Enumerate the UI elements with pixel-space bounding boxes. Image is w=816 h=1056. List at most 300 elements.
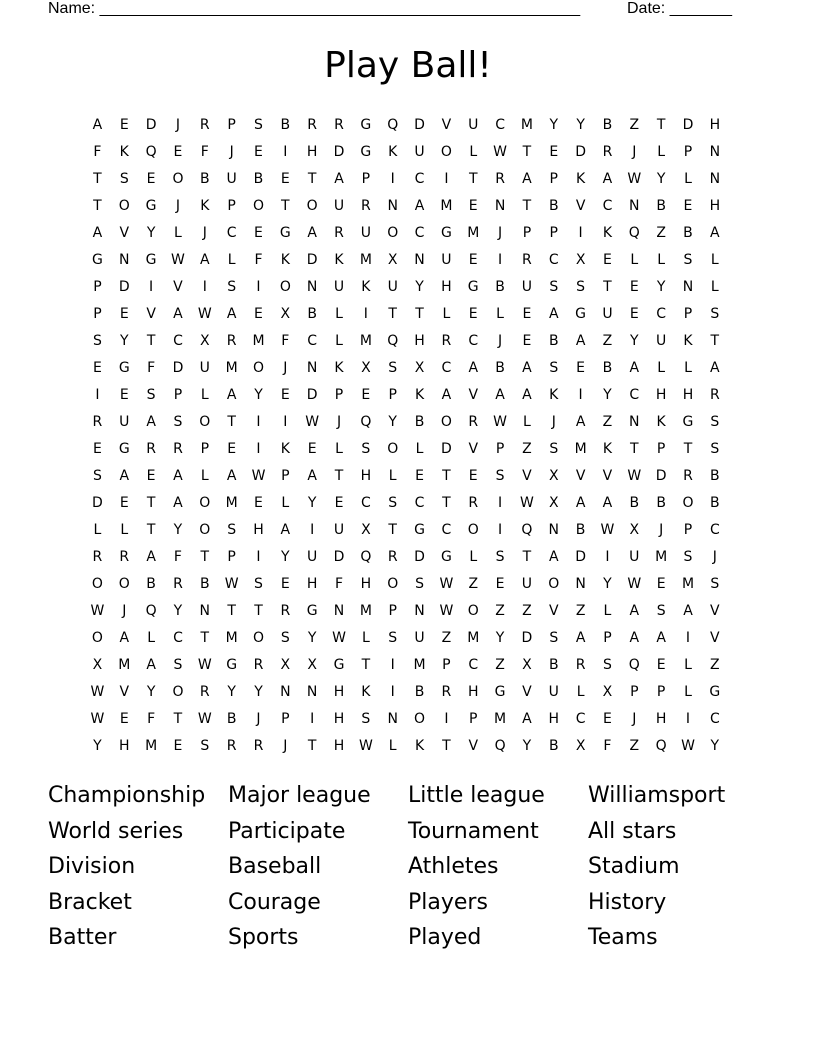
grid-letter: O — [440, 144, 452, 160]
grid-letter: R — [253, 738, 264, 754]
grid-letter: T — [522, 144, 532, 160]
grid-letter: A — [146, 414, 156, 430]
grid-letter: Y — [281, 549, 290, 565]
grid-letter: P — [227, 117, 236, 133]
grid-letter: J — [256, 711, 261, 727]
word-list-item: Little league — [408, 783, 545, 808]
grid-letter: A — [307, 468, 317, 484]
grid-letter: T — [173, 711, 183, 727]
grid-letter: R — [280, 603, 291, 619]
grid-letter: A — [200, 252, 210, 268]
grid-letter: I — [390, 684, 395, 700]
grid-letter: U — [119, 414, 130, 430]
grid-letter: D — [333, 144, 345, 160]
grid-letter: A — [468, 360, 479, 376]
grid-letter: K — [361, 279, 371, 295]
grid-letter: A — [629, 603, 640, 619]
grid-letter: C — [575, 711, 586, 727]
grid-letter: K — [280, 252, 290, 268]
grid-letter: F — [147, 711, 156, 727]
grid-letter: T — [146, 495, 156, 511]
grid-letter: L — [335, 306, 343, 322]
grid-letter: B — [575, 522, 586, 538]
grid-letter: P — [683, 522, 693, 538]
grid-letter: E — [656, 576, 666, 592]
grid-letter: H — [360, 468, 372, 484]
grid-letter: L — [684, 684, 692, 700]
grid-letter: T — [656, 117, 666, 133]
grid-letter: Y — [146, 684, 156, 700]
grid-letter: N — [306, 684, 318, 700]
grid-letter: R — [226, 738, 237, 754]
grid-letter: W — [90, 603, 105, 619]
grid-letter: D — [306, 252, 318, 268]
grid-letter: A — [119, 630, 130, 646]
grid-letter: J — [283, 738, 288, 754]
grid-letter: E — [173, 738, 183, 754]
grid-letter: A — [92, 225, 103, 241]
grid-letter: L — [576, 684, 585, 700]
grid-letter: L — [657, 252, 666, 268]
grid-letter: T — [281, 198, 290, 214]
grid-letter: O — [91, 630, 103, 646]
grid-letter: P — [281, 468, 290, 484]
grid-letter: T — [307, 738, 317, 754]
page-title: Play Ball! — [324, 45, 492, 86]
grid-letter: W — [224, 576, 239, 592]
grid-letter: R — [575, 657, 586, 673]
grid-letter: A — [548, 306, 559, 322]
grid-letter: W — [197, 657, 212, 673]
grid-letter: R — [709, 387, 720, 403]
grid-letter: G — [91, 252, 103, 268]
grid-letter: O — [199, 495, 211, 511]
word-list-item: Tournament — [408, 818, 539, 844]
grid-letter: U — [387, 279, 398, 295]
grid-letter: C — [468, 657, 479, 673]
grid-letter: H — [548, 711, 560, 727]
grid-letter: Q — [655, 738, 667, 754]
grid-letter: K — [602, 225, 613, 241]
grid-letter: U — [521, 279, 533, 295]
grid-letter: Z — [629, 117, 640, 133]
grid-letter: P — [549, 171, 558, 187]
grid-letter: G — [575, 306, 587, 322]
grid-letter: Y — [415, 279, 424, 295]
grid-letter: L — [657, 360, 666, 376]
grid-letter: E — [280, 387, 290, 403]
grid-letter: A — [334, 171, 344, 187]
grid-letter: C — [495, 117, 505, 133]
grid-letter: C — [360, 495, 371, 511]
grid-letter: N — [575, 576, 586, 592]
grid-letter: C — [226, 225, 237, 241]
grid-letter: H — [441, 279, 452, 295]
grid-letter: Y — [388, 414, 397, 430]
grid-letter: R — [468, 495, 479, 511]
grid-letter: X — [414, 360, 425, 376]
grid-letter: G — [333, 657, 345, 673]
word-list-item: Played — [408, 925, 482, 951]
grid-letter: Q — [521, 522, 533, 538]
grid-letter: U — [199, 360, 210, 376]
grid-letter: S — [92, 468, 102, 484]
grid-letter: Z — [629, 738, 640, 754]
grid-letter: K — [388, 144, 398, 160]
grid-letter: A — [280, 522, 291, 538]
grid-letter: T — [254, 603, 263, 619]
grid-letter: Y — [603, 387, 612, 403]
grid-letter: O — [118, 576, 130, 592]
grid-letter: R — [441, 684, 452, 700]
grid-letter: S — [656, 603, 666, 619]
grid-letter: A — [575, 630, 586, 646]
grid-letter: L — [469, 144, 478, 160]
grid-letter: Y — [254, 387, 263, 403]
grid-letter: N — [414, 603, 425, 619]
grid-letter: N — [199, 603, 211, 619]
grid-letter: E — [603, 252, 612, 268]
grid-letter: H — [467, 684, 479, 700]
grid-letter: D — [441, 441, 452, 457]
grid-letter: A — [602, 171, 613, 187]
grid-letter: B — [602, 360, 613, 376]
grid-letter: I — [685, 630, 691, 646]
grid-letter: A — [629, 360, 640, 376]
grid-letter: W — [90, 711, 105, 727]
grid-letter: E — [119, 387, 129, 403]
grid-letter: R — [334, 117, 344, 133]
grid-letter: S — [576, 279, 586, 295]
word-list-item: Baseball — [228, 854, 322, 880]
grid-letter: S — [710, 414, 720, 430]
grid-letter: A — [226, 468, 237, 484]
grid-letter: P — [227, 549, 236, 565]
grid-letter: E — [146, 468, 156, 484]
grid-letter: U — [602, 306, 613, 322]
grid-letter: S — [361, 711, 371, 727]
grid-letter: D — [92, 495, 103, 511]
grid-letter: G — [306, 603, 318, 619]
grid-letter: E — [146, 171, 156, 187]
grid-letter: K — [656, 414, 666, 430]
grid-letter: W — [90, 684, 105, 700]
grid-letter: Z — [522, 603, 532, 619]
grid-letter: S — [495, 549, 505, 565]
grid-letter: O — [252, 630, 264, 646]
grid-letter: D — [414, 117, 425, 133]
grid-letter: B — [307, 306, 317, 322]
grid-letter: A — [602, 495, 613, 511]
grid-letter: W — [681, 738, 695, 754]
grid-letter: D — [172, 360, 184, 376]
grid-letter: X — [602, 684, 613, 700]
name-line: Name: ______________________________________________________ — [48, 0, 581, 17]
grid-letter: S — [549, 279, 559, 295]
grid-letter: L — [335, 441, 343, 457]
grid-letter: B — [602, 117, 613, 133]
grid-letter: I — [256, 441, 261, 457]
grid-letter: I — [578, 225, 583, 241]
grid-letter: V — [602, 468, 613, 484]
grid-letter: X — [575, 738, 586, 754]
grid-letter: L — [630, 252, 639, 268]
grid-letter: U — [333, 279, 345, 295]
grid-letter: H — [360, 576, 372, 592]
grid-letter: U — [548, 684, 559, 700]
grid-letter: G — [145, 198, 157, 214]
grid-letter: T — [388, 306, 397, 322]
grid-letter: C — [709, 522, 720, 538]
grid-letter: O — [387, 576, 399, 592]
grid-letter: S — [710, 441, 720, 457]
grid-letter: P — [442, 657, 451, 673]
grid-letter: P — [93, 279, 102, 295]
grid-letter: O — [118, 198, 130, 214]
grid-letter: F — [200, 144, 209, 160]
grid-letter: Z — [495, 603, 505, 619]
grid-letter: Z — [441, 630, 452, 646]
grid-letter: W — [358, 738, 373, 754]
grid-letter: A — [522, 360, 532, 376]
grid-letter: R — [441, 333, 452, 349]
grid-letter: C — [602, 198, 613, 214]
grid-letter: G — [414, 522, 425, 538]
grid-letter: A — [575, 333, 586, 349]
grid-letter: E — [119, 306, 129, 322]
grid-letter: I — [578, 387, 583, 403]
grid-letter: Q — [387, 117, 399, 133]
grid-letter: B — [710, 468, 720, 484]
word-list-item: Championship — [48, 783, 206, 808]
grid-letter: Y — [576, 117, 585, 133]
word-list-item: Bracket — [48, 889, 132, 915]
grid-letter: V — [575, 468, 586, 484]
grid-letter: J — [659, 522, 664, 538]
grid-letter: O — [306, 198, 318, 214]
grid-letter: L — [684, 657, 692, 673]
grid-letter: H — [333, 684, 345, 700]
grid-letter: N — [306, 360, 318, 376]
grid-letter: W — [305, 414, 320, 430]
grid-letter: I — [202, 279, 207, 295]
grid-letter: X — [548, 495, 559, 511]
grid-letter: A — [307, 225, 317, 241]
grid-letter: S — [388, 630, 398, 646]
grid-letter: D — [414, 549, 425, 565]
grid-letter: C — [414, 495, 425, 511]
grid-letter: I — [444, 711, 449, 727]
grid-letter: B — [629, 495, 640, 511]
grid-letter: P — [656, 684, 666, 700]
grid-letter: B — [280, 117, 291, 133]
grid-letter: U — [414, 630, 425, 646]
grid-letter: Q — [628, 225, 640, 241]
grid-letter: P — [522, 225, 532, 241]
word-list-item: Division — [48, 854, 136, 880]
grid-letter: C — [709, 711, 720, 727]
grid-letter: C — [414, 171, 425, 187]
grid-letter: T — [388, 522, 397, 538]
word-list-item: History — [588, 889, 667, 915]
grid-letter: X — [548, 468, 559, 484]
word-list-item: Major league — [228, 783, 371, 808]
grid-letter: Y — [656, 171, 666, 187]
word-list-item: Batter — [48, 925, 117, 951]
grid-letter: V — [710, 630, 720, 646]
grid-letter: R — [602, 144, 613, 160]
grid-letter: N — [387, 711, 398, 727]
grid-letter: Y — [254, 684, 263, 700]
grid-letter: B — [656, 198, 666, 214]
grid-letter: E — [334, 495, 344, 511]
grid-letter: E — [522, 306, 532, 322]
grid-letter: J — [632, 144, 637, 160]
grid-letter: H — [709, 117, 721, 133]
grid-letter: N — [494, 198, 506, 214]
grid-letter: E — [173, 144, 183, 160]
grid-letter: D — [575, 144, 586, 160]
grid-letter: A — [146, 657, 156, 673]
grid-letter: I — [256, 414, 261, 430]
grid-letter: B — [414, 684, 425, 700]
grid-letter: L — [227, 252, 236, 268]
grid-letter: M — [225, 360, 238, 376]
word-list-item: Stadium — [588, 854, 680, 880]
grid-letter: M — [681, 576, 695, 592]
grid-letter: R — [253, 657, 264, 673]
grid-letter: B — [710, 495, 720, 511]
grid-letter: O — [279, 279, 291, 295]
grid-letter: K — [414, 387, 425, 403]
grid-letter: S — [549, 630, 559, 646]
grid-letter: I — [363, 306, 368, 322]
grid-letter: Y — [710, 738, 720, 754]
grid-letter: N — [280, 684, 291, 700]
grid-letter: I — [95, 387, 100, 403]
grid-letter: C — [173, 333, 183, 349]
grid-letter: P — [495, 441, 505, 457]
grid-letter: A — [146, 549, 156, 565]
grid-letter: S — [710, 306, 720, 322]
grid-letter: M — [467, 225, 480, 241]
grid-letter: Z — [602, 414, 613, 430]
grid-letter: A — [710, 360, 720, 376]
grid-letter: L — [388, 468, 397, 484]
grid-letter: I — [390, 171, 395, 187]
grid-letter: G — [145, 252, 157, 268]
grid-letter: U — [521, 576, 533, 592]
grid-letter: O — [252, 360, 264, 376]
grid-letter: B — [226, 711, 237, 727]
grid-letter: S — [173, 414, 183, 430]
grid-letter: A — [226, 306, 237, 322]
grid-letter: I — [283, 144, 288, 160]
grid-letter: I — [498, 252, 503, 268]
grid-letter: R — [199, 117, 210, 133]
grid-letter: B — [199, 171, 210, 187]
grid-letter: K — [200, 198, 210, 214]
grid-letter: M — [118, 657, 131, 673]
grid-letter: B — [548, 657, 559, 673]
grid-letter: K — [414, 738, 425, 754]
grid-letter: O — [414, 711, 426, 727]
grid-letter: P — [469, 711, 478, 727]
grid-letter: Y — [119, 333, 129, 349]
grid-letter: J — [202, 225, 207, 241]
grid-letter: S — [415, 576, 424, 592]
grid-letter: D — [682, 117, 694, 133]
grid-letter: V — [522, 684, 532, 700]
grid-letter: T — [415, 306, 424, 322]
grid-letter: S — [549, 360, 559, 376]
grid-letter: Z — [656, 225, 666, 241]
grid-letter: X — [629, 522, 640, 538]
grid-letter: X — [280, 306, 291, 322]
grid-letter: M — [252, 333, 265, 349]
grid-letter: Z — [468, 576, 479, 592]
grid-letter: T — [522, 198, 532, 214]
grid-letter: U — [333, 198, 345, 214]
grid-letter: W — [439, 603, 454, 619]
grid-letter: N — [414, 252, 425, 268]
grid-letter: W — [251, 468, 266, 484]
grid-letter: T — [630, 441, 639, 457]
grid-letter: X — [361, 522, 371, 538]
grid-letter: G — [440, 549, 452, 565]
grid-letter: B — [414, 414, 425, 430]
grid-letter: V — [441, 117, 452, 133]
grid-letter: B — [146, 576, 156, 592]
grid-letter: G — [440, 225, 452, 241]
grid-letter: I — [149, 279, 154, 295]
grid-letter: I — [498, 495, 503, 511]
grid-letter: V — [575, 198, 586, 214]
grid-letter: E — [254, 495, 263, 511]
grid-letter: C — [307, 333, 318, 349]
grid-letter: M — [359, 603, 372, 619]
grid-letter: K — [361, 684, 371, 700]
grid-letter: S — [388, 360, 398, 376]
grid-letter: A — [495, 387, 505, 403]
grid-letter: J — [712, 549, 717, 565]
grid-letter: S — [254, 576, 263, 592]
grid-letter: J — [122, 603, 127, 619]
grid-letter: J — [229, 144, 234, 160]
grid-letter: S — [683, 252, 693, 268]
grid-letter: P — [388, 603, 397, 619]
grid-letter: T — [227, 603, 236, 619]
grid-letter: E — [468, 468, 478, 484]
grid-letter: T — [522, 549, 532, 565]
grid-letter: K — [334, 360, 344, 376]
grid-letter: L — [120, 522, 129, 538]
grid-letter: P — [630, 684, 639, 700]
grid-letter: U — [360, 225, 371, 241]
grid-letter: L — [415, 441, 424, 457]
grid-letter: J — [175, 117, 181, 133]
grid-letter: Y — [93, 738, 102, 754]
grid-letter: J — [632, 711, 637, 727]
grid-letter: Y — [307, 630, 317, 646]
date-line: Date: _______ — [627, 0, 732, 17]
grid-letter: V — [119, 684, 130, 700]
grid-letter: Q — [145, 144, 157, 160]
grid-letter: E — [361, 387, 371, 403]
grid-letter: N — [119, 252, 130, 268]
grid-letter: Y — [307, 495, 317, 511]
grid-letter: S — [119, 171, 129, 187]
